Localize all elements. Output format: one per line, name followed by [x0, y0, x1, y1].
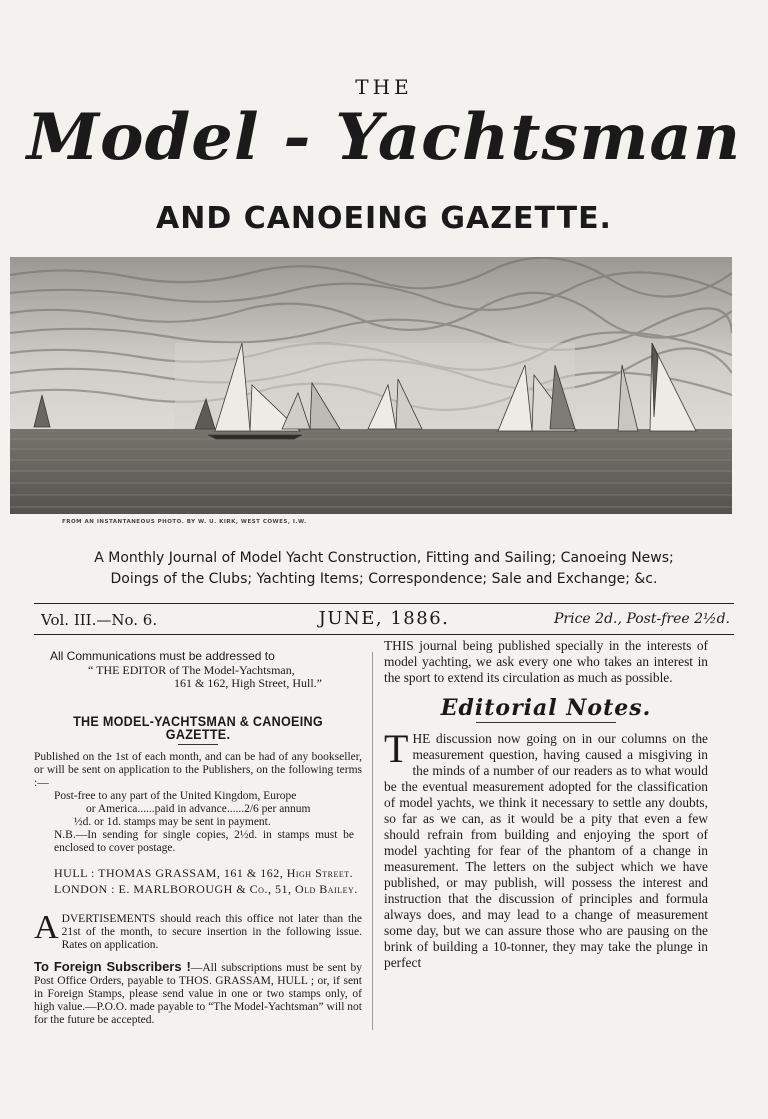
- comm-line2: “ THE EDITOR of The Model-Yachtsman,: [88, 662, 295, 677]
- masthead-title: Model - Yachtsman: [26, 100, 742, 175]
- editorial-body: [384, 726, 708, 971]
- terms-line3: ½d. or 1d. stamps may be sent in payment.: [74, 815, 271, 828]
- adv-dropcap: A: [34, 908, 59, 946]
- issue-volume: Vol. III.—No. 6.: [41, 611, 158, 629]
- address-hull: HULL : THOMAS GRASSAM, 161 & 162, High Street.: [54, 865, 354, 880]
- tagline-line1: A Monthly Journal of Model Yacht Construction, Fitting and Sailing; Canoeing News;: [94, 550, 674, 566]
- right-column: [384, 638, 708, 971]
- terms-line2: or America......paid in advance......2/6 per annum: [86, 802, 311, 815]
- section-rule: [178, 744, 218, 745]
- foreign-subscribers: [34, 960, 362, 1027]
- bottom-rule: [34, 634, 734, 635]
- foreign-text: —All subscriptions must be sent by Post Office Orders, payable to THOS. GRASSAM, HULL ; or, if sent in Foreign Stamps, please send value in one or two stamps only, of high value.—P.O.O. made payable to “The Model-Yachtsman” will not for the future be accepted.: [34, 961, 363, 1026]
- terms-line1: Post-free to any part of the United Kingdom, Europe: [54, 789, 297, 802]
- masthead-subtitle: AND CANOEING GAZETTE.: [156, 201, 612, 236]
- issue-date: JUNE, 1886.: [318, 608, 450, 629]
- photo-credit: FROM AN INSTANTANEOUS PHOTO. BY W. U. KIRK, WEST COWES, I.W.: [62, 519, 307, 525]
- advertisements-paragraph: [34, 908, 362, 952]
- editorial-dropcap: T: [384, 726, 409, 771]
- comm-line3: 161 & 162, High Street, Hull.”: [174, 676, 322, 690]
- top-rule: [34, 603, 734, 604]
- comm-line1: All Communications must be addressed to: [50, 649, 275, 663]
- address-london: LONDON : E. MARLBOROUGH & Co., 51, Old Bailey.: [54, 881, 358, 896]
- communications-notice: [50, 650, 362, 691]
- masthead-the: THE: [355, 75, 413, 99]
- issue-price: Price 2d., Post-free 2½d.: [554, 611, 730, 627]
- yacht-race-illustration: [10, 257, 732, 514]
- adv-text: DVERTISEMENTS should reach this office not later than the 21st of the month, to secure insertion in the following issue. Rates on application.: [61, 912, 362, 951]
- section-title: THE MODEL-YACHTSMAN & CANOEING GAZETTE.: [73, 712, 323, 742]
- editorial-rule: [476, 722, 616, 723]
- column-divider: [372, 652, 373, 1030]
- tagline: [0, 548, 768, 590]
- tagline-line2: Doings of the Clubs; Yachting Items; Correspondence; Sale and Exchange; &c.: [110, 571, 658, 587]
- editorial-text: HE discussion now going on in our columns on the measurement question, having caused a misgiving in the minds of a number of our readers as to what would be the eventual measurement adopted for the classification of model yachts, we think it necessary to settle any doubts, so far as we can, as it would be a pity that even a few should refrain from building and enjoying the sport of model yachting for fear of the phantom of a change in measurement. The letters on the subject which we have published, or may publish, will possess the interest and instruction that the discussion of principles and formula always does, and may lead to a change of measurement some day, but we can assure those who are pausing on the brink of building a 10-tonner, they may take the plunge in perfect: [384, 731, 708, 970]
- editorial-title: Editorial Notes.: [440, 695, 652, 721]
- left-column: [34, 650, 362, 1027]
- nb-note: N.B.—In sending for single copies, 2½d. in stamps must be enclosed to cover postage.: [54, 828, 354, 854]
- publication-paragraph: Published on the 1st of each month, and can be had of any bookseller, or will be sent on application to the Publishers, on the following terms :—: [34, 750, 362, 789]
- foreign-heading: To Foreign Subscribers !: [34, 958, 191, 974]
- intro-paragraph: THIS journal being published specially in the interests of model yachting, we ask every one who takes an interest in the sport to extend its circulation as much as possible.: [384, 638, 708, 685]
- issue-row: [34, 608, 734, 632]
- addresses: [34, 865, 362, 897]
